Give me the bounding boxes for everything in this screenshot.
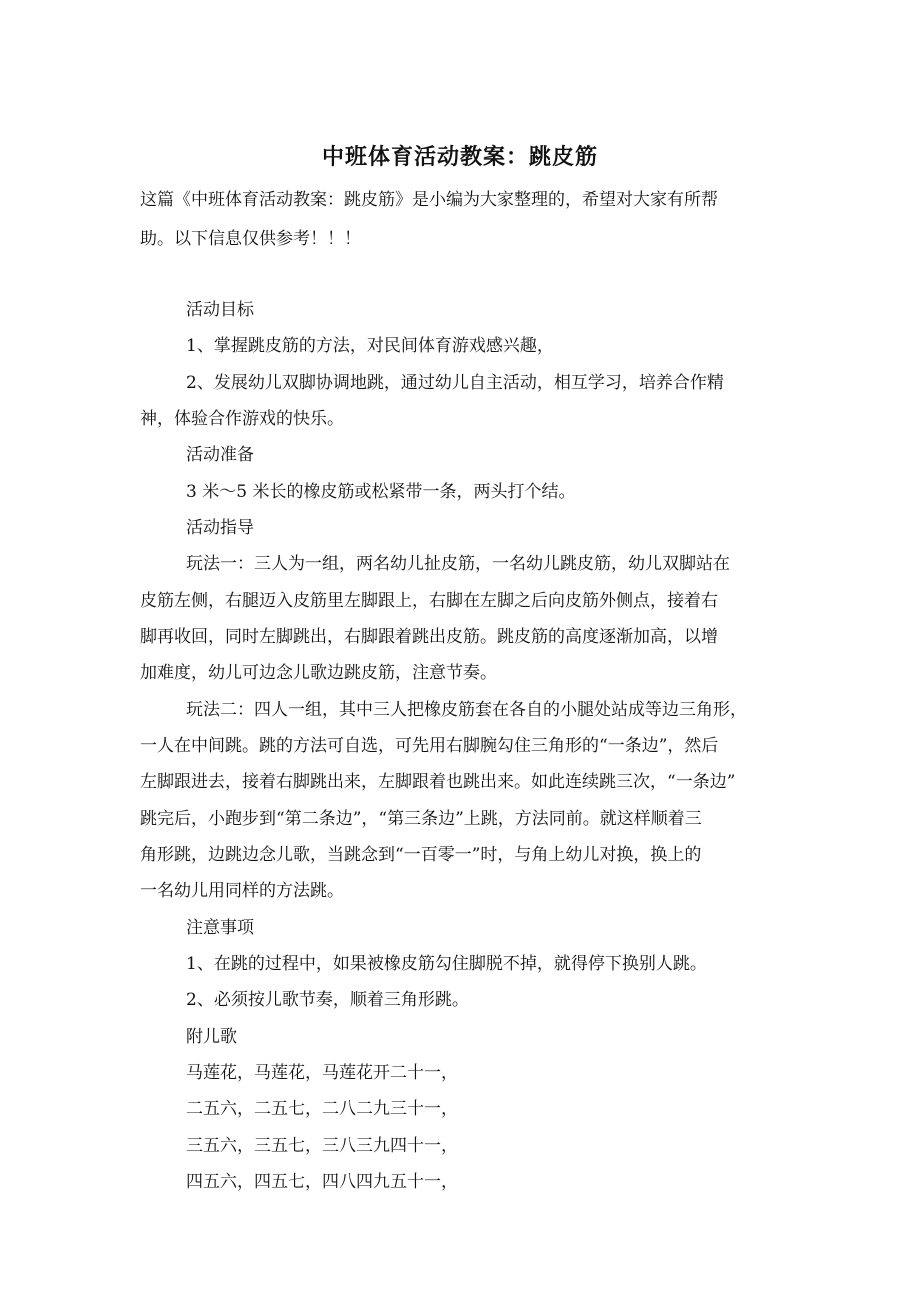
prep-item-1: 3 米～5 米长的橡皮筋或松紧带一条，两头打个结。 [186, 482, 576, 502]
note-item-1: 1、在跳的过程中，如果被橡皮筋勾住脚脱不掉，就得停下换别人跳。 [186, 954, 707, 974]
guide-heading: 活动指导 [186, 518, 254, 538]
song-line-3: 三五六，三五七，三八三九四十一， [186, 1136, 458, 1156]
goal-item-2-line-2: 神，体验合作游戏的快乐。 [140, 409, 344, 429]
play2-line-2: 一人在中间跳。跳的方法可自选，可先用右脚腕勾住三角形的“一条边”，然后 [140, 736, 719, 756]
note-item-2: 2、必须按儿歌节奏，顺着三角形跳。 [186, 990, 469, 1010]
play2-line-3: 左脚跟进去，接着右脚跳出来，左脚跟着也跳出来。如此连续跳三次，“一条边” [140, 772, 736, 792]
intro-line-2: 助。以下信息仅供参考！！！ [140, 229, 361, 249]
goal-item-2-line-1: 2、发展幼儿双脚协调地跳，通过幼儿自主活动，相互学习，培养合作精 [186, 373, 724, 393]
goal-heading: 活动目标 [186, 300, 254, 320]
notes-heading: 注意事项 [186, 918, 254, 938]
goal-item-1: 1、掌握跳皮筋的方法，对民间体育游戏感兴趣， [186, 336, 554, 356]
play1-line-4: 加难度，幼儿可边念儿歌边跳皮筋，注意节奏。 [140, 663, 497, 683]
document-title: 中班体育活动教案：跳皮筋 [321, 145, 598, 170]
play1-line-2: 皮筋左侧，右腿迈入皮筋里左脚跟上，右脚在左脚之后向皮筋外侧点，接着右 [140, 591, 718, 611]
play2-line-6: 一名幼儿用同样的方法跳。 [140, 881, 344, 901]
song-line-2: 二五六，二五七，二八二九三十一， [186, 1099, 458, 1119]
song-line-4: 四五六，四五七，四八四九五十一， [186, 1172, 458, 1192]
play2-line-5: 角形跳，边跳边念儿歌，当跳念到“一百零一”时，与角上幼儿对换，换上的 [140, 845, 702, 865]
intro-line-1: 这篇《中班体育活动教案：跳皮筋》是小编为大家整理的，希望对大家有所帮 [140, 190, 718, 210]
play2-line-4: 跳完后，小跑步到“第二条边”，“第三条边”上跳，方法同前。就这样顺着三 [140, 809, 702, 829]
song-heading: 附儿歌 [186, 1027, 237, 1047]
play1-line-3: 脚再收回，同时左脚跳出，右脚跟着跳出皮筋。跳皮筋的高度逐渐加高，以增 [140, 627, 718, 647]
play1-line-1: 玩法一：三人为一组，两名幼儿扯皮筋，一名幼儿跳皮筋，幼儿双脚站在 [186, 554, 730, 574]
play2-line-1: 玩法二：四人一组，其中三人把橡皮筋套在各自的小腿处站成等边三角形， [186, 700, 747, 720]
song-line-1: 马莲花，马莲花，马莲花开二十一， [186, 1063, 458, 1083]
prep-heading: 活动准备 [186, 445, 254, 465]
